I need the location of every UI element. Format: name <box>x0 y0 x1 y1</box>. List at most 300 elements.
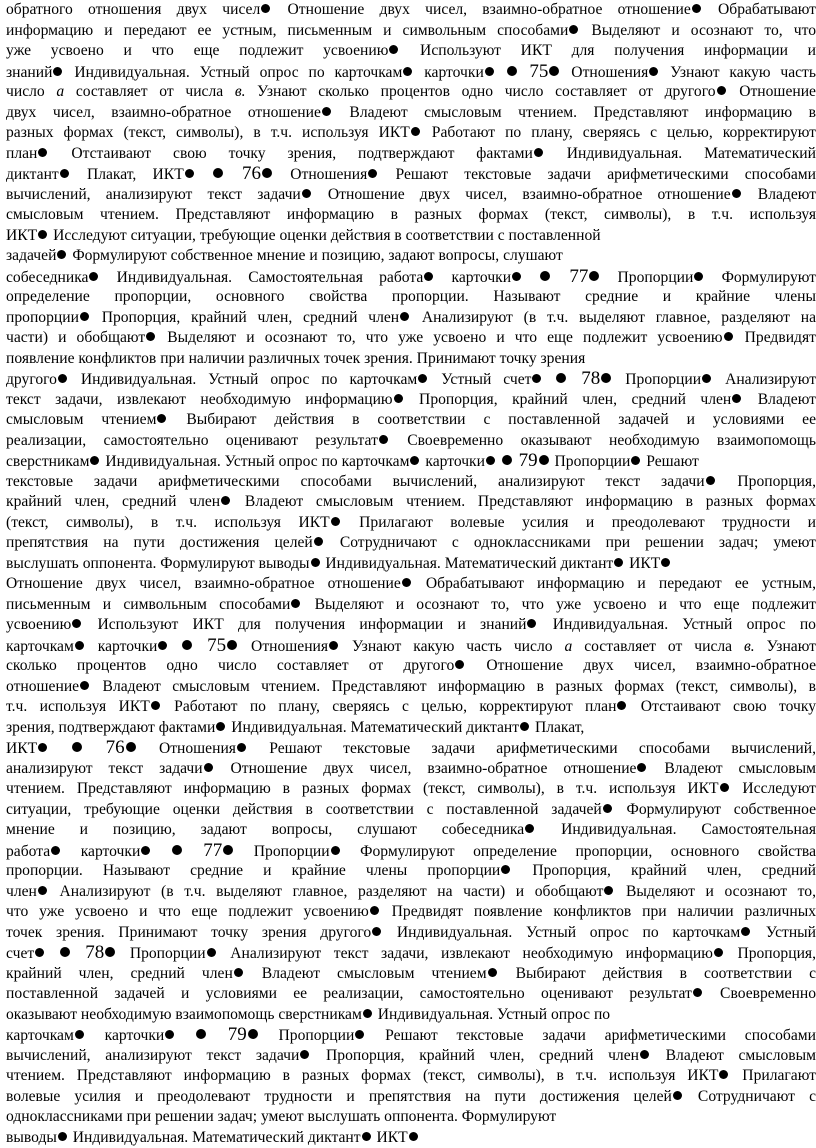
bullet-icon <box>631 456 640 465</box>
text-line <box>6 226 816 247</box>
bullet-icon <box>556 373 566 383</box>
text-line <box>6 1128 816 1148</box>
text-segment: Владеют смысловым <box>651 1047 816 1064</box>
text-segment: смысловым чтением. Представляют информацию в разных формах (текст, символы), в т.ч. используя <box>6 206 816 223</box>
bullet-icon <box>157 414 166 423</box>
text-segment: усвоению <box>6 616 71 633</box>
text-line <box>6 923 816 944</box>
text-segment: Индивидуальная. Самостоятельная работа <box>100 269 423 286</box>
text-segment: двух чисел, взаимно-обратное отношение <box>6 104 321 121</box>
bullet-icon <box>389 45 398 54</box>
bullet-icon <box>525 824 534 833</box>
bullet-icon <box>172 845 182 855</box>
text-line <box>6 902 816 923</box>
bullet-icon <box>661 558 670 567</box>
bullet-icon <box>410 456 419 465</box>
text-segment: работа <box>6 843 50 860</box>
text-line <box>6 41 816 62</box>
text-line <box>6 390 816 411</box>
bullet-icon <box>38 743 47 752</box>
text-segment: Отношение двух чисел, взаимно-обратное отношение <box>6 575 401 592</box>
bullet-icon <box>502 455 512 465</box>
text-line <box>6 964 816 985</box>
text-line <box>6 451 816 472</box>
text-line <box>6 492 816 513</box>
text-segment: (текст, символы), в т.ч. используя ИКТ <box>6 514 330 531</box>
lesson-number: 79 <box>208 1024 247 1045</box>
bullet-icon <box>75 1030 84 1039</box>
text-segment: Анализируют <box>713 371 816 388</box>
bullet-icon <box>717 86 726 95</box>
text-segment <box>543 371 555 388</box>
text-segment: Пропорции <box>613 371 701 388</box>
bullet-icon <box>223 845 233 855</box>
bullet-icon <box>732 189 741 198</box>
bullet-icon <box>540 271 550 281</box>
text-segment: Пропорции <box>551 453 631 470</box>
text-segment: Пропорции <box>601 269 693 286</box>
bullet-icon <box>182 640 192 650</box>
text-segment: Индивидуальная. Устный опрос по карточкам <box>69 371 417 388</box>
bullet-icon <box>379 435 388 444</box>
bullet-icon <box>314 537 323 546</box>
text-line <box>6 1046 816 1067</box>
text-segment: анализируют текст задачи <box>6 760 203 777</box>
text-line <box>6 410 816 431</box>
text-segment: ситуации, требующие оценки действия в соответствии с поставленной задачей <box>6 801 602 818</box>
text-line <box>6 779 816 800</box>
text-line <box>6 656 816 677</box>
text-segment: число <box>6 83 56 100</box>
text-segment: Анализируют (в т.ч. выделяют главное, разделяют на части) и обобщают <box>49 883 604 900</box>
text-segment: карточкам <box>6 638 74 655</box>
text-segment: Узнают <box>755 638 816 655</box>
text-line <box>6 0 816 21</box>
text-segment: Прилагают <box>730 1067 816 1084</box>
text-line <box>6 103 816 124</box>
text-segment: Выбирают действия в соответствии с <box>499 965 816 982</box>
text-line <box>6 882 816 903</box>
text-segment: разных формах (текст, символы), в т.ч. используя ИКТ <box>6 124 410 141</box>
bullet-icon <box>418 374 427 383</box>
text-segment: Своевременно оказывают необходимую взаимопомощь <box>390 432 816 449</box>
text-segment: выслушать оппонента. Формулируют выводы <box>6 555 310 572</box>
text-segment: счет <box>6 945 34 962</box>
text-segment: Предвидят <box>735 329 816 346</box>
text-segment: Отстаивают свою точку зрения, подтверждают фактами <box>49 145 532 162</box>
text-line <box>6 1107 816 1128</box>
text-segment: карточки <box>414 64 484 81</box>
bullet-icon <box>372 927 381 936</box>
text-segment: Своевременно <box>704 985 816 1002</box>
bullet-icon <box>105 947 115 957</box>
lesson-number: 78 <box>72 942 104 963</box>
bullet-icon <box>694 272 703 281</box>
bullet-icon <box>706 476 715 485</box>
bullet-icon <box>151 701 160 710</box>
bullet-icon <box>60 947 70 957</box>
bullet-icon <box>237 743 246 752</box>
text-line <box>6 123 816 144</box>
text-segment: Устный <box>752 924 816 941</box>
text-line <box>6 513 816 534</box>
text-segment: Выделяют и осознают то, <box>615 883 816 900</box>
bullet-icon <box>363 1009 372 1018</box>
bullet-icon <box>165 1030 174 1039</box>
text-segment: Отношения <box>561 64 648 81</box>
text-segment: Обрабатывают <box>703 1 816 18</box>
text-line <box>6 328 816 349</box>
bullet-icon <box>362 1132 371 1141</box>
bullet-icon <box>614 558 623 567</box>
bullet-icon <box>57 250 66 259</box>
bullet-icon <box>532 374 541 383</box>
bullet-icon <box>411 127 420 136</box>
text-segment: Пропорция, крайний член, средний член <box>405 391 732 408</box>
bullet-icon <box>38 886 47 895</box>
text-segment: Исследуют <box>731 780 816 797</box>
bullet-icon <box>89 272 98 281</box>
text-segment <box>152 843 171 860</box>
text-line <box>6 800 816 821</box>
bullet-icon <box>424 272 433 281</box>
text-line <box>6 595 816 616</box>
bullet-icon <box>302 189 311 198</box>
bullet-icon <box>38 148 47 157</box>
bullet-icon <box>331 517 340 526</box>
text-segment: Выделяют и осознают то, что уже усвоено и что еще подлежит усвоению <box>157 329 722 346</box>
text-line <box>6 308 816 329</box>
text-segment: ИКТ <box>6 227 37 244</box>
text-line <box>6 205 816 226</box>
text-segment: пропорции <box>6 309 79 326</box>
text-segment: Отношения <box>138 740 236 757</box>
text-segment: карточкам <box>6 1027 74 1044</box>
bullet-icon <box>329 641 338 650</box>
bullet-icon <box>75 641 84 650</box>
text-segment: Отношение двух чисел, взаимно-обратное отношение <box>215 760 637 777</box>
bullet-icon <box>51 846 60 855</box>
text-segment: Индивидуальная. Устный опрос по карточкам <box>64 64 402 81</box>
bullet-icon <box>637 763 646 772</box>
bullet-icon <box>539 455 549 465</box>
text-segment: Владеют <box>743 391 816 408</box>
text-line <box>6 246 816 267</box>
text-segment: Выделяют и осознают то, что уже усвоено и что еще подлежит <box>302 596 816 613</box>
bullet-icon <box>322 107 331 116</box>
bullet-icon <box>207 948 216 957</box>
text-segment: поставленной задачей и условиями ее реализации, самостоятельно оценивают результат <box>6 985 692 1002</box>
lesson-number: 78 <box>568 368 600 389</box>
bullet-icon <box>53 67 62 76</box>
text-segment: вычислений, анализируют текст задачи <box>6 186 301 203</box>
bullet-icon <box>488 968 497 977</box>
text-line <box>6 164 816 185</box>
text-segment: Пропорции <box>260 1027 355 1044</box>
bullet-icon <box>234 968 243 977</box>
text-segment: текстовые задачи арифметическими способами вычислений, анализируют текст задачи <box>6 473 705 490</box>
text-line <box>6 185 816 206</box>
text-segment: Владеют смысловым чтением <box>245 965 487 982</box>
text-line <box>6 738 816 759</box>
text-segment: Узнают сколько процентов одно число составляет от другого <box>246 83 716 100</box>
lesson-number: 76 <box>225 163 261 184</box>
text-segment: член <box>6 883 37 900</box>
text-segment: выводы <box>6 1129 57 1146</box>
bullet-icon <box>38 230 47 239</box>
text-segment: Владеют смысловым чтением. Представляют информацию в разных формах (текст, символы), в <box>91 678 816 695</box>
text-segment: Формулируют определение пропорции, основного свойства <box>342 843 816 860</box>
text-segment: Пропорция, <box>717 473 816 490</box>
bullet-icon <box>673 1091 682 1100</box>
text-segment: волевые усилия и преодолевают трудности и препятствия на пути достижения целей <box>6 1088 672 1105</box>
text-segment: Пропорция, крайний член, средний член <box>311 1047 639 1064</box>
text-segment: Формулируют собственное мнение и позицию, задают вопросы, слушают <box>68 247 562 264</box>
bullet-icon <box>368 169 377 178</box>
text-segment: Отношения <box>239 638 328 655</box>
text-segment: оказывают необходимую взаимопомощь сверстникам <box>6 1006 362 1023</box>
bullet-icon <box>714 948 723 957</box>
text-segment: Отношение двух чисел, взаимно-обратное отношение <box>272 1 690 18</box>
text-line <box>6 554 816 575</box>
text-line <box>6 472 816 493</box>
bullet-icon <box>719 1070 728 1079</box>
text-segment: определение пропорции, основного свойства пропорции. Называют средние и крайние члены <box>6 288 816 305</box>
text-line <box>6 144 816 165</box>
text-segment: Индивидуальная. Самостоятельная <box>536 821 816 838</box>
text-segment: чтением. Представляют информацию в разных формах (текст, символы), в т.ч. используя ИКТ <box>6 780 719 797</box>
bullet-icon <box>72 742 82 752</box>
text-segment: уже усвоено и что еще подлежит усвоению <box>6 42 388 59</box>
bullet-icon <box>370 906 379 915</box>
text-segment: Узнают какую часть число <box>340 638 564 655</box>
text-segment: Предвидят появление конфликтов при наличии различных <box>381 903 816 920</box>
text-line <box>6 636 816 657</box>
bullet-icon <box>569 25 578 34</box>
text-segment: текст задачи, извлекают необходимую информацию <box>6 391 393 408</box>
text-segment <box>169 638 181 655</box>
text-segment: карточки <box>62 843 140 860</box>
text-segment: составляет от числа <box>64 83 235 100</box>
text-segment: карточки <box>421 453 485 470</box>
text-segment: Индивидуальная. Математический <box>545 145 816 162</box>
text-segment: крайний член, средний член <box>6 493 220 510</box>
bullet-icon <box>520 722 529 731</box>
bullet-icon <box>649 67 658 76</box>
text-segment: Пропорция, крайний член, средний член <box>91 309 399 326</box>
text-segment: ИКТ <box>625 555 660 572</box>
text-line <box>6 718 816 739</box>
text-segment: другого <box>6 371 57 388</box>
bullet-icon <box>741 927 750 936</box>
text-segment <box>196 166 212 183</box>
text-line <box>6 287 816 308</box>
bullet-icon <box>692 4 701 13</box>
text-segment: Плакат, ИКТ <box>71 166 184 183</box>
text-line <box>6 574 816 595</box>
bullet-icon <box>90 456 99 465</box>
text-segment: Формулируют собственное <box>614 801 816 818</box>
bullet-icon <box>486 456 495 465</box>
bullet-icon <box>603 804 612 813</box>
lesson-number: 75 <box>194 635 226 656</box>
text-segment: Прилагают волевые усилия и преодолевают трудности и <box>342 514 816 531</box>
bullet-icon <box>549 66 559 76</box>
text-line <box>6 841 816 862</box>
text-segment: карточки <box>86 1027 164 1044</box>
text-segment: части) и обобщают <box>6 329 145 346</box>
text-segment: Используют ИКТ для получения информации и <box>400 42 816 59</box>
text-segment: Решают текстовые задачи арифметическими способами <box>366 1027 816 1044</box>
text-segment: ИКТ <box>6 740 37 757</box>
text-line <box>6 697 816 718</box>
bullet-icon <box>196 1029 206 1039</box>
text-line <box>6 267 816 288</box>
bullet-icon <box>216 722 225 731</box>
text-segment: а <box>56 83 64 100</box>
bullet-icon <box>409 1132 418 1141</box>
text-segment: точек зрения. Принимают точку зрения другого <box>6 924 371 941</box>
text-line <box>6 82 816 103</box>
text-segment: Владеют смысловым <box>648 760 816 777</box>
text-segment: Пропорции <box>235 843 329 860</box>
text-segment: мнение и позицию, задают вопросы, слушают собеседника <box>6 821 524 838</box>
bullet-icon <box>227 640 237 650</box>
text-segment: Индивидуальная. Математический диктант <box>227 719 519 736</box>
text-segment: реализации, самостоятельно оценивают результат <box>6 432 378 449</box>
bullet-icon <box>158 641 167 650</box>
text-segment: карточки <box>86 638 158 655</box>
text-segment: Используют ИКТ для получения информации и знаний <box>83 616 526 633</box>
text-segment: Исследуют ситуации, требующие оценки действия в соответствии с поставленной <box>49 227 600 244</box>
text-line <box>6 861 816 882</box>
text-segment: Сотрудничают с одноклассниками при решении задач; умеют <box>325 534 816 551</box>
bullet-icon <box>604 886 613 895</box>
text-segment: крайний член, средний член <box>6 965 233 982</box>
text-line <box>6 820 816 841</box>
text-segment: смысловым чтением <box>6 411 156 428</box>
bullet-icon <box>589 271 599 281</box>
text-line <box>6 533 816 554</box>
text-line <box>6 677 816 698</box>
text-segment: Решают текстовые задачи арифметическими способами <box>379 166 816 183</box>
text-segment: Узнают какую часть <box>660 64 816 81</box>
text-segment: знаний <box>6 64 52 81</box>
text-segment: т.ч. используя ИКТ <box>6 698 150 715</box>
text-segment: Обрабатывают информацию и передают ее устным, <box>413 575 816 592</box>
bullet-icon <box>724 332 733 341</box>
text-segment: Индивидуальная. Устный опрос по <box>538 616 816 633</box>
bullet-icon <box>720 783 729 792</box>
text-segment: Индивидуальная. Математический диктант <box>322 555 614 572</box>
text-segment: отношение <box>6 678 79 695</box>
bullet-icon <box>80 681 89 690</box>
text-line <box>6 349 816 370</box>
text-line <box>6 1025 816 1046</box>
text-segment <box>176 1027 195 1044</box>
text-segment: Отстаивают свою точку <box>628 698 816 715</box>
lesson-number: 79 <box>514 450 538 471</box>
text-segment: Работают по плану, сверяясь с целью, корректируют <box>422 124 816 141</box>
bullet-icon <box>213 168 223 178</box>
text-line <box>6 21 816 42</box>
text-segment: появление конфликтов при наличии различных точек зрения. Принимают точку зрения <box>6 350 585 367</box>
text-segment: диктант <box>6 166 59 183</box>
text-segment: одноклассниками при решении задач; умеют выслушать оппонента. Формулируют <box>6 1108 556 1125</box>
text-segment <box>46 945 59 962</box>
bullet-icon <box>640 1050 649 1059</box>
text-line <box>6 369 816 390</box>
bullet-icon <box>262 168 272 178</box>
bullet-icon <box>485 67 494 76</box>
text-segment: Индивидуальная. Устный опрос по карточкам <box>383 924 740 941</box>
bullet-icon <box>185 169 194 178</box>
bullet-icon <box>126 742 136 752</box>
text-segment: задачей <box>6 247 56 264</box>
text-line <box>6 431 816 452</box>
text-segment: Индивидуальная. Устный опрос по <box>374 1006 610 1023</box>
text-segment: сколько процентов одно число составляет от другого <box>6 657 454 674</box>
text-segment: вычислений, анализируют текст задачи <box>6 1047 299 1064</box>
text-segment: Отношение двух чисел, взаимно-обратное отношение <box>313 186 731 203</box>
text-segment <box>49 740 70 757</box>
bullet-icon <box>507 66 517 76</box>
bullet-icon <box>501 865 510 874</box>
text-line <box>6 759 816 780</box>
text-segment: Анализируют текст задачи, извлекают необходимую информацию <box>218 945 713 962</box>
text-segment <box>523 269 539 286</box>
text-line <box>6 1066 816 1087</box>
text-line <box>6 62 816 83</box>
bullet-icon <box>204 763 213 772</box>
text-segment: сверстникам <box>6 453 89 470</box>
text-segment: Владеют <box>743 186 816 203</box>
text-segment: Владеют смысловым чтением. Представляют информацию в разных формах <box>232 493 816 510</box>
text-segment: Выбирают действия в соответствии с поставленной задачей и условиями ее <box>168 411 816 428</box>
text-segment: Сотрудничают с <box>684 1088 816 1105</box>
text-line <box>6 943 816 964</box>
bullet-icon <box>394 394 403 403</box>
bullet-icon <box>300 1050 309 1059</box>
text-segment: Устный счет <box>429 371 531 388</box>
lesson-number: 75 <box>519 61 549 82</box>
text-segment: препятствия на пути достижения целей <box>6 534 313 551</box>
text-line <box>6 984 816 1005</box>
text-segment: чтением. Представляют информацию в разных формах (текст, символы), в т.ч. используя ИКТ <box>6 1067 718 1084</box>
bullet-icon <box>527 619 536 628</box>
text-segment: Отношение двух чисел, взаимно-обратное <box>466 657 816 674</box>
bullet-icon <box>601 373 611 383</box>
text-line <box>6 615 816 636</box>
bullet-icon <box>72 619 81 628</box>
bullet-icon <box>58 374 67 383</box>
text-segment: собеседника <box>6 269 88 286</box>
text-segment <box>496 64 506 81</box>
text-segment: Решают текстовые задачи арифметическими способами вычислений, <box>248 740 816 757</box>
bullet-icon <box>60 169 69 178</box>
text-segment: Решают <box>642 453 698 470</box>
text-segment: обратного отношения двух чисел <box>6 1 260 18</box>
bullet-icon <box>311 558 320 567</box>
bullet-icon <box>400 312 409 321</box>
text-segment: письменным и символьным способами <box>6 596 290 613</box>
bullet-icon <box>732 394 741 403</box>
lesson-number: 76 <box>84 737 125 758</box>
bullet-icon <box>617 701 626 710</box>
text-segment: Анализируют (в т.ч. выделяют главное, разделяют на <box>411 309 816 326</box>
bullet-icon <box>355 1030 364 1039</box>
text-segment: информацию и передают ее устным, письменным и символьным способами <box>6 22 568 39</box>
